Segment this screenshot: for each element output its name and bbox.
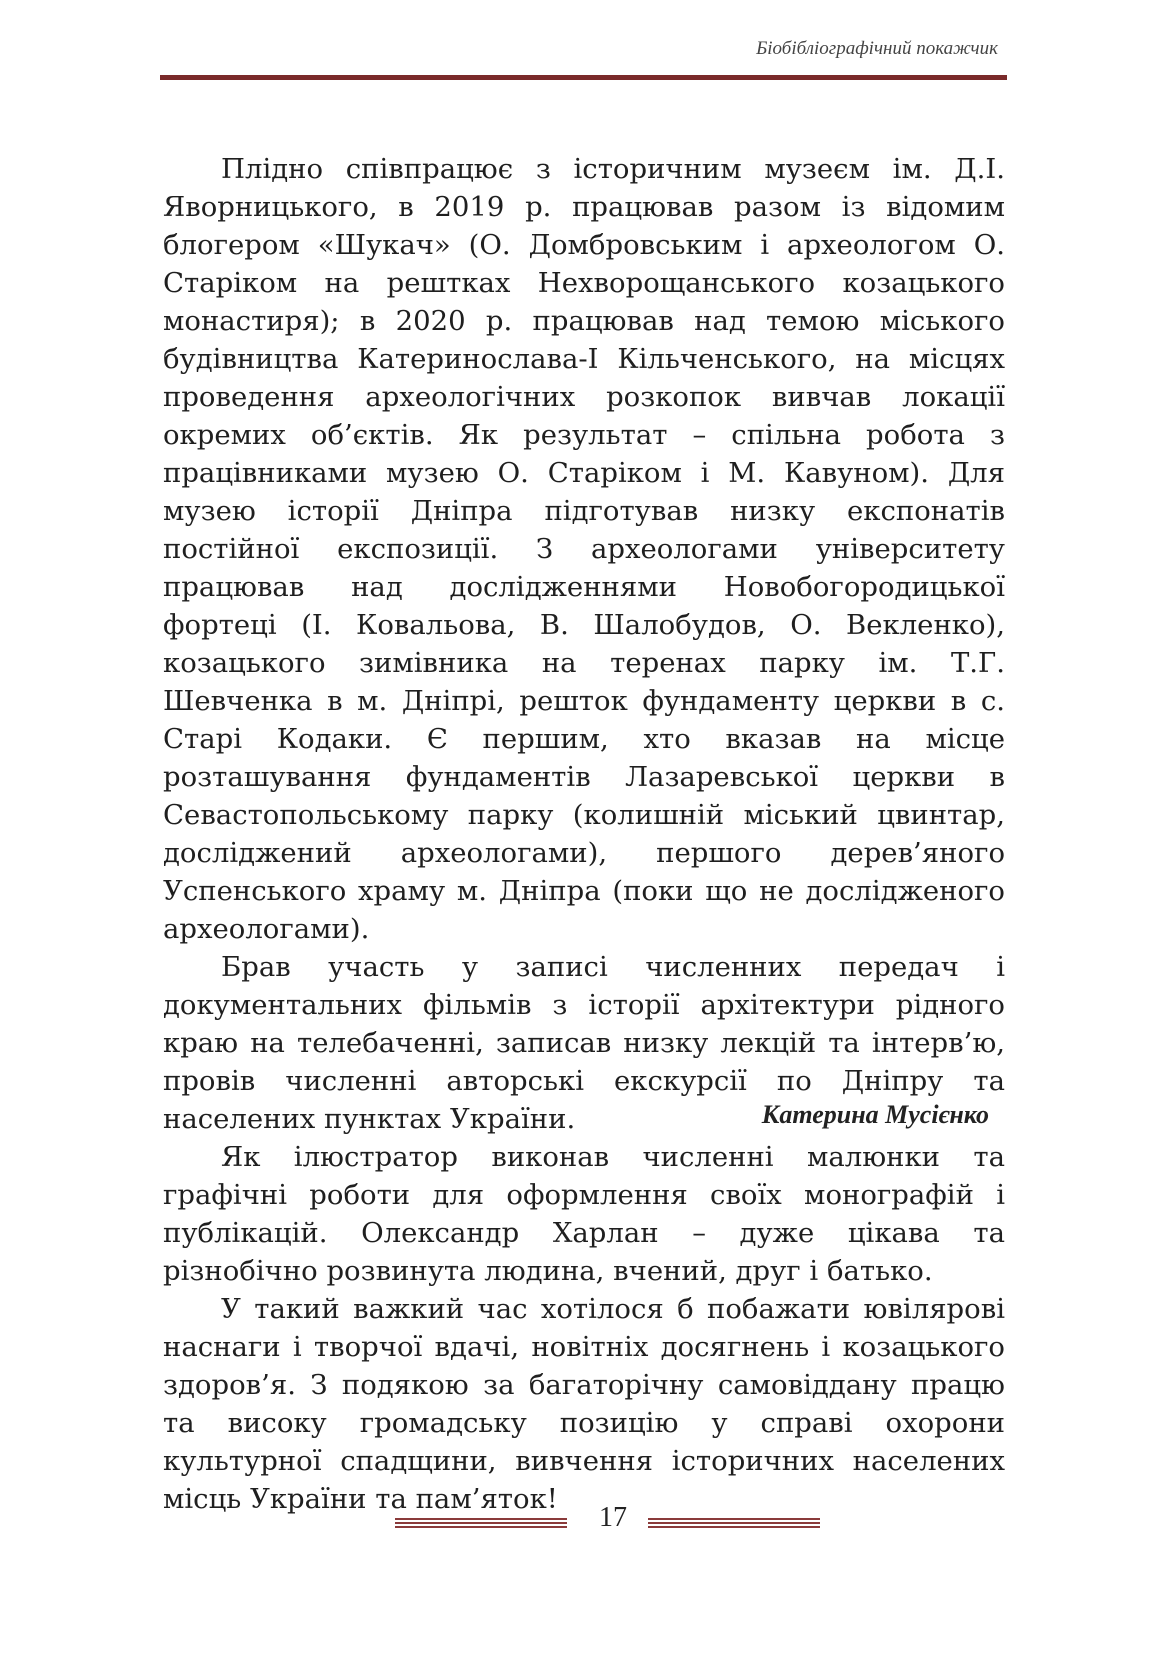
author-signature: Катерина Мусієнко bbox=[761, 1100, 989, 1129]
paragraph-4: У такий важкий час хотілося б побажати ювілярові наснаги і творчої вдачі, новітніх досягнень і козацького здоров’я. З подякою за багаторічну самовіддану працю та високу громадську позицію у справі охорони культурної спадщини, вивчення історичних населених місць України та пам’яток! bbox=[163, 1293, 1005, 1515]
footer-rule-left bbox=[395, 1518, 567, 1528]
page-body bbox=[163, 150, 1005, 1518]
running-head: Біобібліографічний покажчик bbox=[756, 38, 998, 59]
footer-rule-right bbox=[648, 1518, 820, 1528]
page-number: 17 bbox=[599, 1502, 627, 1533]
paragraph-1: Плідно співпрацює з історичним музеєм ім. Д.І. Яворницького, в 2019 р. працював разом із відомим блогером «Шукач» (О. Домбровським і археологом О. Старіком на рештках Нехворощанського козацького монастиря); в 2020 р. працював над темою міського будівництва Катеринослава-І Кільченського, на місцях проведення археологічних розкопок вивчав локації окремих об’єктів. Як результат – спільна робота з працівниками музею О. Старіком і М. Кавуном). Для музею історії Дніпра підготував низку експонатів постійної експозиції. З археологами університету працював над дослідженнями Новобогородицької фортеці (І. Ковальова, В. Шалобудов, О. Векленко), козацького зимівника на теренах парку ім. Т.Г. Шевченка в м. Дніпрі, решток фундаменту церкви в с. Старі Кодаки. Є першим, хто вказав на місце розташування фундаментів Лазаревської церкви в Севастопольському парку (колишній міський цвинтар, досліджений археологами), першого дерев’яного Успенського храму м. Дніпра (поки що не дослідженого археологами). bbox=[163, 153, 1005, 945]
header-rule bbox=[160, 75, 1007, 80]
paragraph-2: Брав участь у записі численних передач і документальних фільмів з історії архітектури рідного краю на телебаченні, записав низку лекцій та інтерв’ю, провів численні авторські екскурсії по Дніпру та населених пунктах України. bbox=[163, 951, 1005, 1135]
page-footer bbox=[0, 1502, 1166, 1542]
paragraph-3: Як ілюстратор виконав численні малюнки та графічні роботи для оформлення своїх монографій і публікацій. Олександр Харлан – дуже цікава та різнобічно розвинута людина, вчений, друг і батько. bbox=[163, 1141, 1005, 1287]
